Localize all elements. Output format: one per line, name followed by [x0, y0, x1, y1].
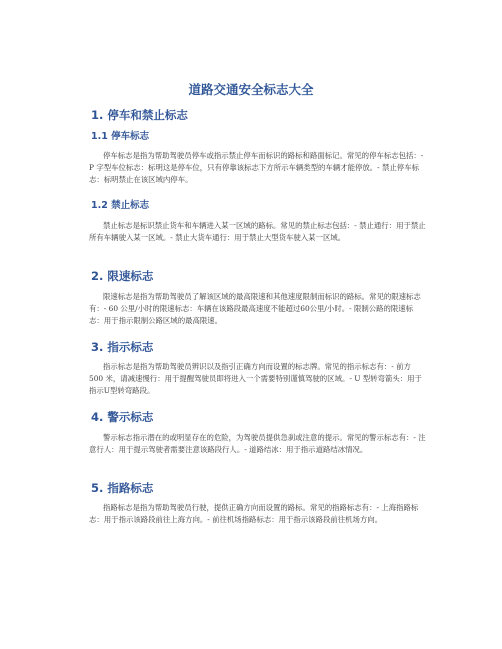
paragraph-speed-limit-signs: 限速标志是指为帮助驾驶员了解该区域的最高限速和其他速度限制而标识的路标。常见的限速标志有：- 60 公里/小时的限速标志：车辆在该路段最高速度不能超过60公里/小时。- 限制公路的限速标志：用于指示限制公路区域的最高限速。	[89, 292, 421, 325]
section-heading-parking-prohibition: 1. 停车和禁止标志	[91, 108, 188, 122]
section-heading-speed-limit: 2. 限速标志	[91, 269, 154, 283]
document-title: 道路交通安全标志大全	[188, 82, 314, 97]
paragraph-prohibition-signs: 禁止标志是标识禁止货车和车辆进入某一区域的路标。常见的禁止标志包括：- 禁止通行：用于禁止所有车辆驶入某一区域。- 禁止大货车通行：用于禁止大型货车驶入某一区域。	[89, 221, 426, 242]
subsection-heading-prohibition: 1.2 禁止标志	[91, 200, 150, 211]
section-heading-indication: 3. 指示标志	[91, 340, 154, 354]
section-heading-guide: 5. 指路标志	[91, 481, 154, 495]
paragraph-guide-signs: 指路标志是指为帮助驾驶员行驶，提供正确方向而设置的路标。常见的指路标志有：- 上海指路标志：用于指示该路段前往上海方向。- 前往机场指路标志：用于指示该路段前往机场方向。	[89, 503, 419, 524]
subsection-heading-parking: 1.1 停车标志	[91, 131, 150, 142]
paragraph-parking-signs: 停车标志是指为帮助驾驶员停车或指示禁止停车而标识的路标和路面标记。常见的停车标志包括：- P 字型车位标志：标明这是停车位，只有停靠该标志下方所示车辆类型的车辆才能停放。- 禁止停车标志：标明禁止在该区域内停车。	[89, 151, 424, 184]
paragraph-warning-signs: 警示标志指示潜在的或明显存在的危险，为驾驶员提供急刹或注意的提示。常见的警示标志有：- 注意行人：用于提示驾驶者需要注意该路段行人。- 道路结冰：用于指示道路结冰情况。	[89, 433, 426, 454]
section-heading-warning: 4. 警示标志	[91, 410, 154, 424]
paragraph-indication-signs: 指示标志是指为帮助驾驶员辨识以及指引正确方向而设置的标志牌。常见的指示标志有：- 前方 500 米，请减速慢行：用于提醒驾驶员即将进入一个需要特别谨慎驾驶的区域。- U 型转弯箭头：用于指示U型转弯路段。	[89, 362, 422, 395]
